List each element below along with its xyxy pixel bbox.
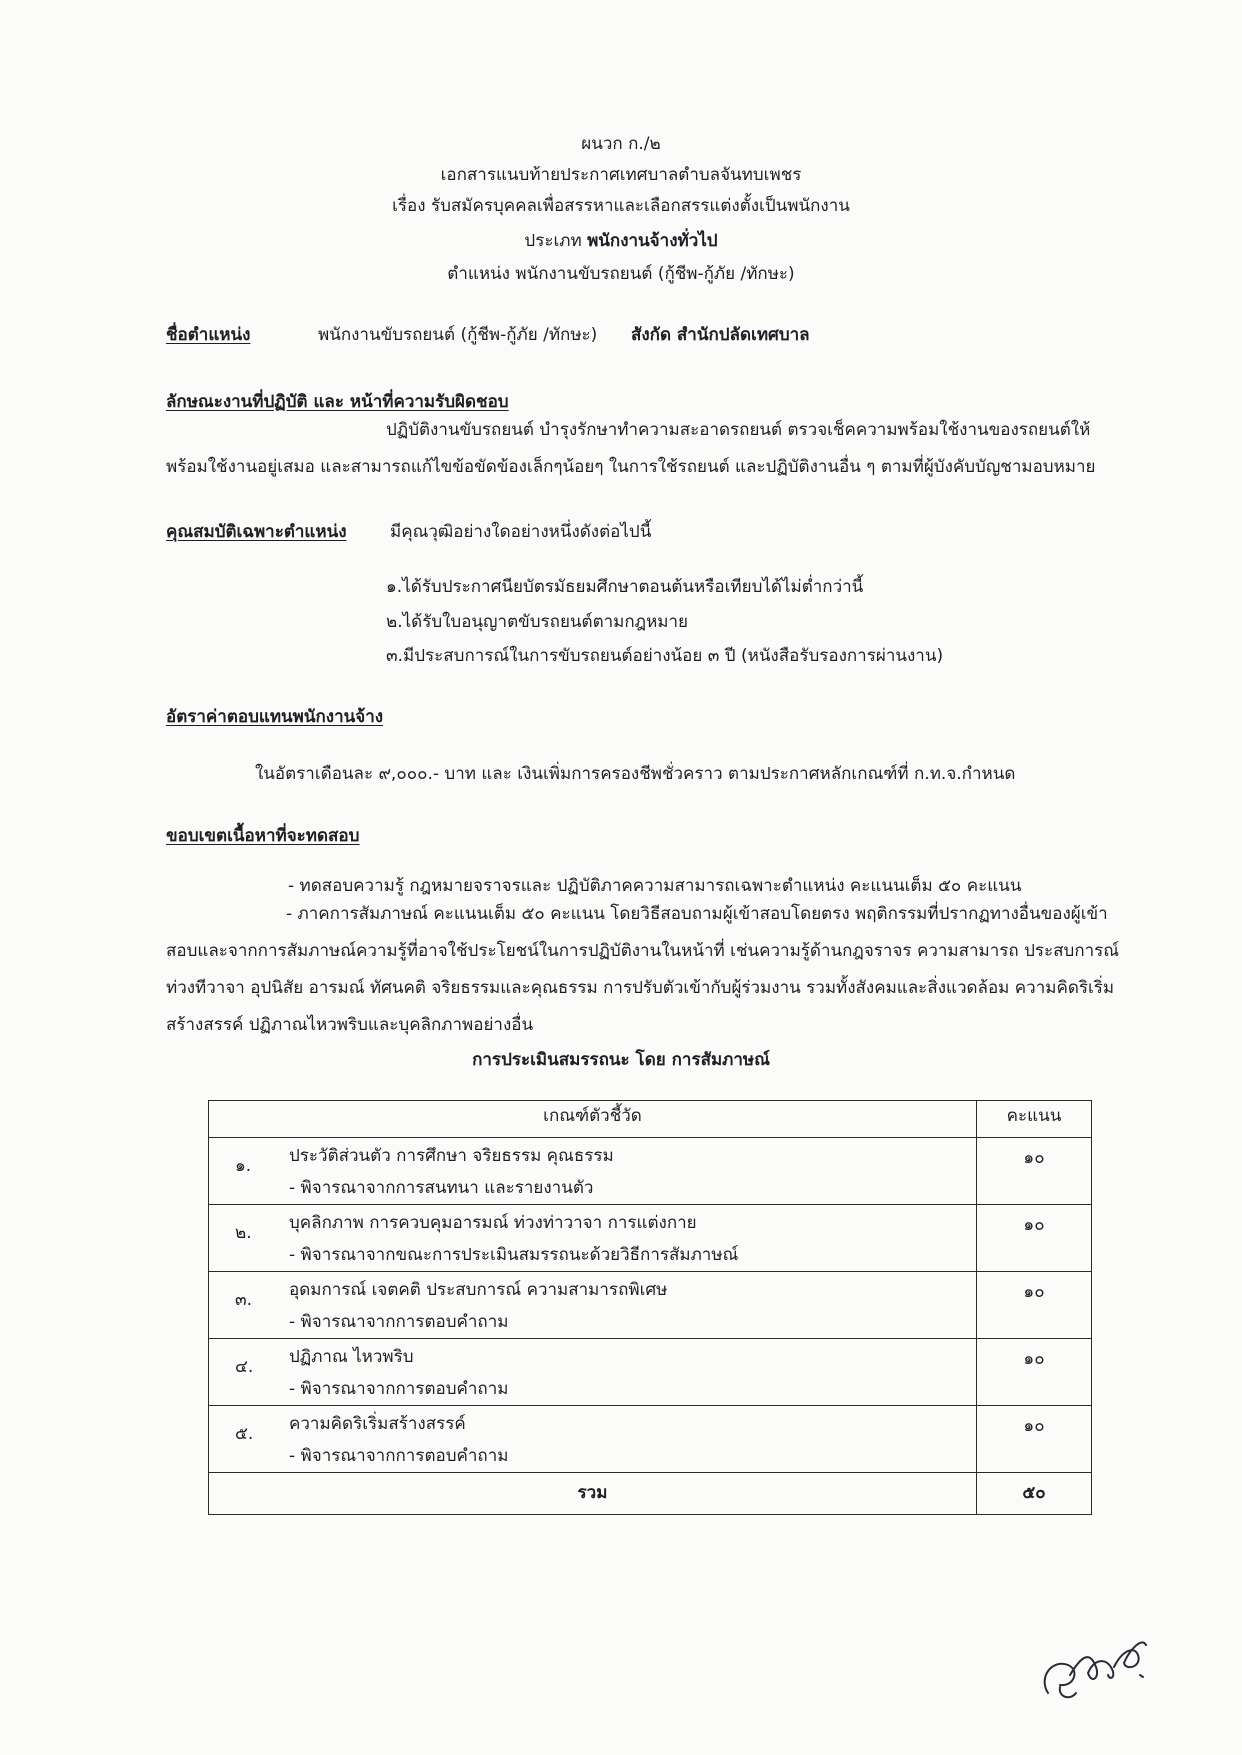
row-criterion: ความคิดริเริ่มสร้างสรรค์: [289, 1414, 466, 1434]
row-method: - พิจารณาจากการตอบคำถาม: [289, 1379, 509, 1399]
table-row: [209, 1406, 1092, 1473]
table-row: [209, 1205, 1092, 1272]
row-criterion: อุดมการณ์ เจตคติ ประสบการณ์ ความสามารถพิเศษ: [289, 1280, 668, 1300]
row-method: - พิจารณาจากการสนทนา และรายงานตัว: [289, 1178, 594, 1198]
employee-type-value: พนักงานจ้างทั่วไป: [587, 231, 718, 251]
table-row: [209, 1339, 1092, 1406]
position-affiliation: สังกัด สำนักปลัดเทศบาล: [631, 325, 810, 345]
duties-text: ปฏิบัติงานขับรถยนต์ บำรุงรักษาทำความสะอาดรถยนต์ ตรวจเช็คความพร้อมใช้งานของรถยนต์ให้พร้อมใช้งานอยู่เสมอ และสามารถแก้ไขข้อขัดข้องเล็กๆน้อยๆ ในการใช้รถยนต์ และปฏิบัติงานอื่น ๆ ตามที่ผู้บังคับบัญชามอบหมาย: [166, 420, 1096, 477]
document-title: เอกสารแนบท้ายประกาศเทศบาลตำบลจันทบเพชร: [440, 165, 802, 185]
row-method: - พิจารณาจากการตอบคำถาม: [289, 1312, 509, 1332]
exam-scope-item: - ภาคการสัมภาษณ์ คะแนนเต็ม ๕๐ คะแนน โดยวิธีสอบถามผู้เข้าสอบโดยตรง พฤติกรรมที่ปรากฏทางอื่นของผู้เข้าสอบและจากการสัมภาษณ์ความรู้ที่อาจใช้ประโยชน์ในการปฏิบัติงานในหน้าที่ เช่นความรู้ด้านกฎจราจร ความสามารถ ประสบการณ์ ท่วงทีวาจา อุปนิสัย อารมณ์ ทัศนคติ จริยธรรมและคุณธรรม การปรับตัวเข้ากับผู้ร่วมงาน รวมทั้งสังคมและสิ่งแวดล้อม ความคิดริเริ่มสร้างสรรค์ ปฏิภาณไหวพริบและบุคลิกภาพอย่างอื่น: [166, 904, 1120, 1035]
row-number: ๒.: [235, 1223, 252, 1243]
row-number: ๔.: [235, 1357, 254, 1377]
table-header-row: [209, 1101, 1092, 1138]
annex-label: ผนวก ก./๒: [581, 134, 661, 154]
row-method: - พิจารณาจากขณะการประเมินสมรรถนะด้วยวิธีการสัมภาษณ์: [289, 1245, 739, 1265]
row-criterion: ปฏิภาณ ไหวพริบ: [289, 1347, 414, 1367]
row-score: ๑๐: [977, 1406, 1092, 1473]
table-row: [209, 1272, 1092, 1339]
table-row: [209, 1138, 1092, 1205]
table-total-row: [209, 1473, 1092, 1515]
assessment-table: [208, 1100, 1092, 1515]
qualification-item: ๓.มีประสบการณ์ในการขับรถยนต์อย่างน้อย ๓ ปี (หนังสือรับรองการผ่านงาน): [386, 646, 944, 666]
row-criterion: บุคลิกภาพ การควบคุมอารมณ์ ท่วงท่าวาจา การแต่งกาย: [289, 1213, 697, 1233]
exam-scope-item: - ทดสอบความรู้ กฎหมายจราจรและ ปฏิบัติภาคความสามารถเฉพาะตำแหน่ง คะแนนเต็ม ๕๐ คะแนน: [288, 876, 1022, 896]
row-score: ๑๐: [977, 1138, 1092, 1205]
employee-type-label: ประเภท: [524, 231, 588, 251]
qualification-item: ๒.ได้รับใบอนุญาตขับรถยนต์ตามกฎหมาย: [386, 612, 688, 632]
signature-image: [1030, 1615, 1160, 1715]
total-label: รวม: [209, 1473, 977, 1515]
qualification-item: ๑.ได้รับประกาศนียบัตรมัธยมศึกษาตอนต้นหรือเทียบได้ไม่ต่ำกว่านี้: [386, 577, 864, 597]
column-header-criteria: เกณฑ์ตัวชี้วัด: [209, 1101, 977, 1138]
position-line: ตำแหน่ง พนักงานขับรถยนต์ (กู้ชีพ-กู้ภัย /ทักษะ): [447, 264, 795, 284]
row-score: ๑๐: [977, 1205, 1092, 1272]
total-score: ๕๐: [977, 1473, 1092, 1515]
compensation-heading: อัตราค่าตอบแทนพนักงานจ้าง: [166, 707, 384, 727]
row-score: ๑๐: [977, 1339, 1092, 1406]
row-number: ๓.: [235, 1290, 253, 1310]
document-subject: เรื่อง รับสมัครบุคคลเพื่อสรรหาและเลือกสรรแต่งตั้งเป็นพนักงาน: [392, 196, 850, 216]
row-criterion: ประวัติส่วนตัว การศึกษา จริยธรรม คุณธรรม: [289, 1146, 614, 1166]
assessment-title: การประเมินสมรรถนะ โดย การสัมภาษณ์: [472, 1050, 770, 1070]
qualifications-heading: คุณสมบัติเฉพาะตำแหน่ง: [166, 522, 347, 542]
exam-scope-heading: ขอบเขตเนื้อหาที่จะทดสอบ: [166, 826, 360, 846]
position-heading: ชื่อตำแหน่ง: [166, 325, 251, 345]
compensation-text: ในอัตราเดือนละ ๙,๐๐๐.- บาท และ เงินเพิ่มการครองชีพชั่วคราว ตามประกาศหลักเกณฑ์ที่ ก.ท.จ.กำหนด: [255, 764, 1016, 784]
qualifications-intro: มีคุณวุฒิอย่างใดอย่างหนึ่งดังต่อไปนี้: [390, 522, 652, 542]
position-value: พนักงานขับรถยนต์ (กู้ชีพ-กู้ภัย /ทักษะ): [318, 325, 598, 345]
column-header-score: คะแนน: [977, 1101, 1092, 1138]
row-number: ๑.: [235, 1156, 252, 1176]
row-method: - พิจารณาจากการตอบคำถาม: [289, 1446, 509, 1466]
duties-heading: ลักษณะงานที่ปฏิบัติ และ หน้าที่ความรับผิดชอบ: [166, 392, 509, 412]
row-number: ๕.: [235, 1424, 254, 1444]
row-score: ๑๐: [977, 1272, 1092, 1339]
employee-type: [0, 227, 1242, 254]
